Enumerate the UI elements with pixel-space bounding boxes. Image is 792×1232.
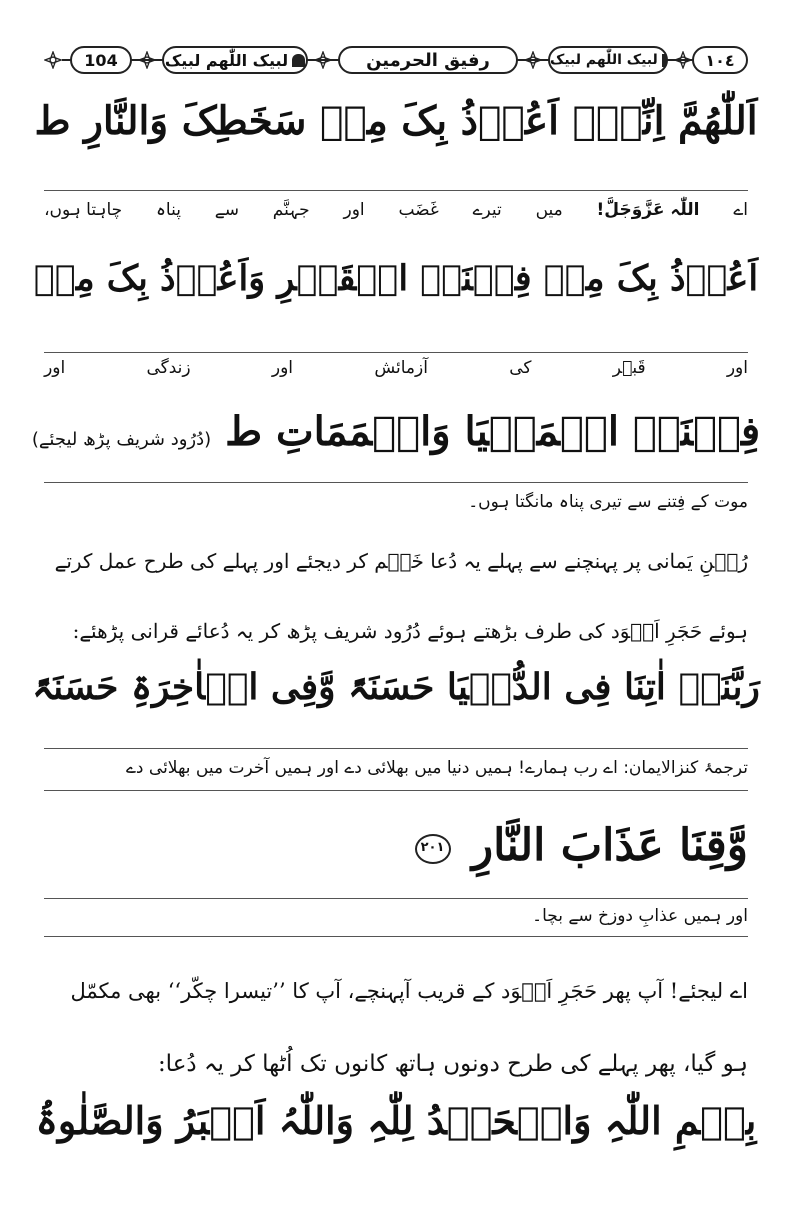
word: قَبۡر	[612, 358, 646, 378]
header-center-title: رفیق الحرمین	[338, 46, 518, 74]
ornament-icon	[674, 51, 692, 69]
divider	[44, 936, 748, 937]
durood-note: (دُرُود شریف پڑھ لیجئے)	[31, 429, 212, 450]
ornament-icon	[524, 51, 542, 69]
dua2-arabic: اَعُوۡذُ بِکَ مِنۡ فِتۡنَۃِ الۡقَبۡرِ وَاَعُوۡذُ بِکَ مِنۡ	[33, 258, 759, 299]
instruction2-line2: ہو گیا، پھر پہلے کی طرح دونوں ہاتھ کانوں تک اُٹھا کر یہ دُعا:	[157, 1051, 748, 1077]
word: آزمائش	[374, 358, 428, 378]
header-right-title: لبیک اللّٰھم لبیک	[548, 46, 668, 74]
kaaba-icon	[662, 54, 666, 67]
dua2-arabic-end-text: فِتۡنَۃِ الۡمَحۡیَا وَالۡمَمَاتِ ط	[225, 408, 761, 455]
word: اور	[44, 358, 66, 378]
page-number-arabic: ١٠٤	[692, 46, 748, 74]
word: سے	[214, 200, 239, 220]
ornament-icon	[138, 51, 156, 69]
quran-translation2: اور ہمیں عذابِ دوزخ سے بچا۔	[532, 906, 748, 926]
ayah-marker-icon: ٢٠١	[415, 834, 451, 864]
page-header	[40, 42, 752, 78]
word: اور	[726, 358, 748, 378]
word: اللّٰہ عَزَّوَجَلَّ!	[596, 200, 700, 220]
word: چاہتا ہوں،	[44, 200, 123, 220]
instruction1-line2: ہوئے حَجَرِ اَسۡوَد کی طرف بڑھتے ہوئے دُرُود شریف پڑھ کر یہ دُعائے قرانی پڑھئے:	[72, 619, 748, 643]
word: اے	[733, 200, 748, 220]
divider	[44, 790, 748, 791]
divider	[44, 352, 748, 353]
quran-translation1: ترجمۂ کنزالایمان: اے رب ہمارے! ہمیں دنیا میں بھلائی دے اور ہمیں آخرت میں بھلائی دے	[125, 758, 748, 778]
divider	[44, 190, 748, 191]
word: پناہ	[155, 200, 181, 220]
dua3-arabic: بِسۡمِ اللّٰہِ وَالۡحَمۡدُ لِلّٰہِ وَاللّٰہُ اَکۡبَرُ وَالصَّلٰوۃُ	[35, 1098, 757, 1143]
dua2-translation	[44, 358, 748, 378]
word: تیرے	[472, 200, 502, 220]
dua2-arabic-end	[30, 410, 762, 454]
word: کی	[509, 358, 532, 378]
quran-arabic2: وَّقِنَا عَذَابَ النَّارِ	[471, 820, 748, 871]
divider	[44, 898, 748, 899]
quran-arabic1: رَبَّنَاۤ اٰتِنَا فِی الدُّنۡیَا حَسَنَۃً وَّفِی الۡاٰخِرَۃِ حَسَنَۃً	[32, 666, 760, 708]
dua1-translation	[44, 200, 748, 220]
ornament-icon	[314, 51, 332, 69]
divider	[44, 482, 748, 483]
word: اور	[271, 358, 294, 378]
dome-icon	[292, 54, 305, 67]
instruction2-line1: اے لیجئے! آپ پھر حَجَرِ اَسۡوَد کے قریب آپہنچے، آپ کا ’’تیسرا چکّر‘‘ بھی مکمّل	[70, 979, 748, 1003]
ornament-icon	[44, 51, 62, 69]
quran-arabic2-line	[300, 822, 748, 870]
word: زندگی	[146, 358, 191, 378]
word: اور	[343, 200, 365, 220]
header-left-title: لبیک اللّٰھم لبیک	[162, 46, 308, 74]
word: میں	[535, 200, 563, 220]
instruction1-line1: رُکۡنِ یَمانی پر پہنچنے سے پہلے یہ دُعا خَتۡم کر دیجئے اور پہلے کی طرح عمل کرتے	[54, 549, 748, 573]
page-number: 104	[70, 46, 132, 74]
word: جہنَّم	[272, 200, 310, 220]
dua2-translation-end: موت کے فِتنے سے تیری پناہ مانگتا ہوں۔	[468, 492, 748, 512]
divider	[44, 748, 748, 749]
word: غَضَب	[398, 200, 439, 220]
dua1-arabic: اَللّٰھُمَّ اِنِّیۡۤ اَعُوۡذُ بِکَ مِنۡ سَخَطِکَ وَالنَّارِ ط	[34, 98, 758, 144]
